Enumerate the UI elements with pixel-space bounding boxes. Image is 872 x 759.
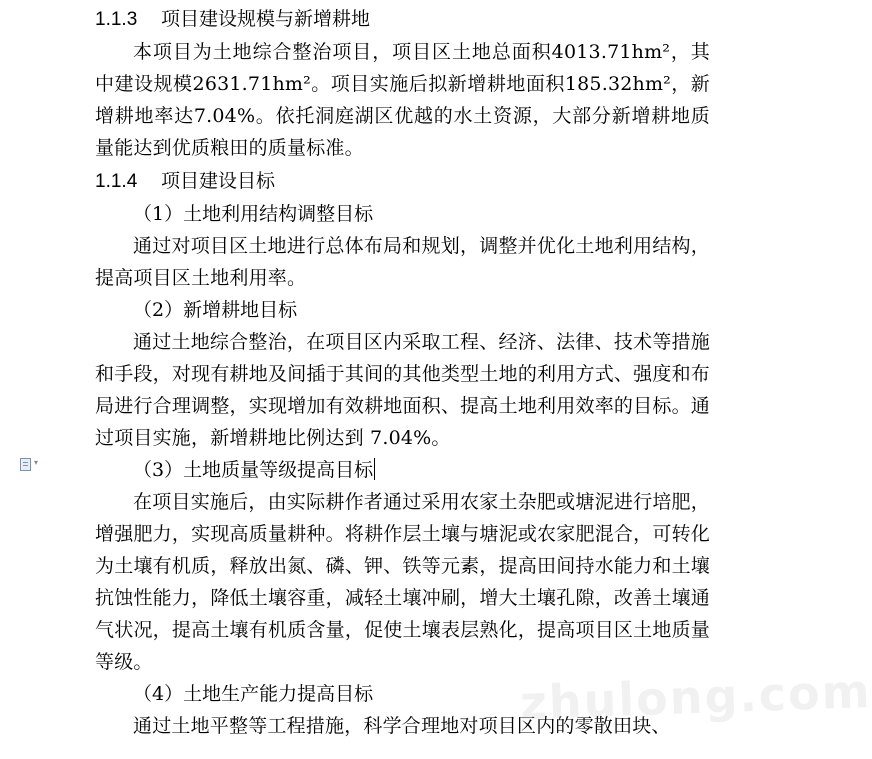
text-cursor bbox=[374, 458, 375, 480]
section-title: 项目建设目标 bbox=[161, 170, 276, 192]
dropdown-arrow-icon: ▾ bbox=[34, 458, 39, 467]
goal-title-3-line[interactable] bbox=[95, 454, 710, 486]
section-number: 1.1.4 bbox=[95, 171, 138, 192]
section-heading-113 bbox=[95, 2, 710, 36]
document-icon[interactable] bbox=[20, 458, 48, 472]
document-body bbox=[95, 0, 710, 742]
watermark: zhulong.com bbox=[519, 663, 872, 731]
section-number: 1.1.3 bbox=[95, 9, 138, 30]
goal-title-4: （4）土地生产能力提高目标 bbox=[133, 683, 374, 705]
goal-title-3: （3）土地质量等级提高目标 bbox=[133, 459, 374, 481]
goal-text-1: 通过对项目区土地进行总体布局和规划，调整并优化土地利用结构，提高项目区土地利用率。 bbox=[95, 235, 710, 289]
paragraph-scale: 本项目为土地综合整治项目，项目区土地总面积4013.71hm²，其中建设规模2631.71hm²。项目实施后拟新增耕地面积185.32hm²，新增耕地率达7.04%。依托洞庭湖区优越的水土资源，大部分新增耕地质量能达到优质粮田的质量标准。 bbox=[95, 41, 710, 159]
goal-text-3: 在项目实施后，由实际耕作者通过采用农家土杂肥或塘泥进行培肥，增强肥力，实现高质量耕种。将耕作层土壤与塘泥或农家肥混合，可转化为土壤有机质，释放出氮、磷、钾、铁等元素，提高田间持水能力和土壤抗蚀性能力，降低土壤容重，减轻土壤冲刷，增大土壤孔隙，改善土壤通气状况，提高土壤有机质含量，促使土壤表层熟化，提高项目区土地质量等级。 bbox=[95, 491, 710, 673]
section-heading-114 bbox=[95, 164, 710, 198]
goal-title-1: （1）土地利用结构调整目标 bbox=[133, 203, 374, 225]
goal-text-4: 通过土地平整等工程措施，科学合理地对项目区内的零散田块、 bbox=[133, 715, 671, 737]
goal-title-2: （2）新增耕地目标 bbox=[133, 299, 298, 321]
goal-text-2: 通过土地综合整治，在项目区内采取工程、经济、法律、技术等措施和手段，对现有耕地及间插于其间的其他类型土地的利用方式、强度和布局进行合理调整，实现增加有效耕地面积、提高土地利用效率的目标。通过项目实施，新增耕地比例达到 7.04%。 bbox=[95, 331, 710, 449]
section-title: 项目建设规模与新增耕地 bbox=[161, 8, 371, 30]
page-glyph bbox=[20, 458, 31, 471]
